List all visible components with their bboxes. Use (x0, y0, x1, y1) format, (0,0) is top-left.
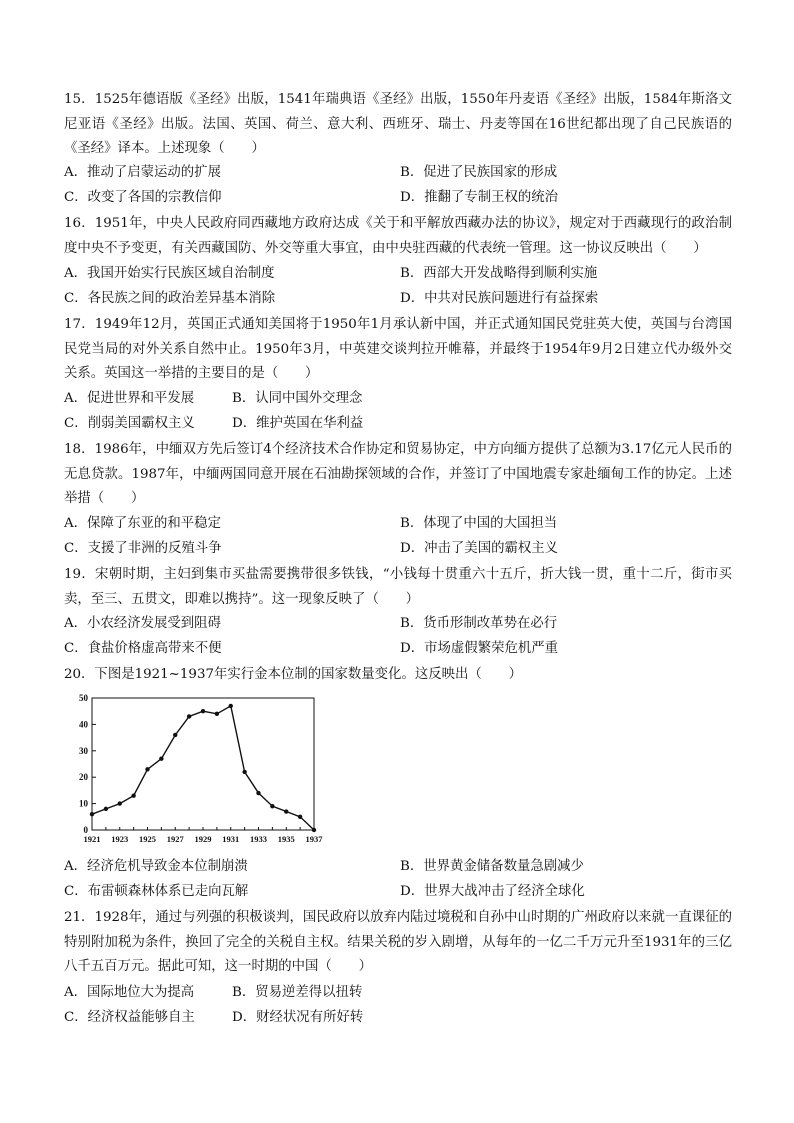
y-tick-label: 20 (79, 772, 88, 783)
y-tick-label: 10 (79, 798, 88, 809)
data-point-1931 (229, 704, 233, 708)
data-point-1933 (256, 791, 260, 795)
data-point-1922 (104, 807, 108, 811)
question-18-option-c[interactable]: C．支援了非洲的反殖斗争 (64, 541, 222, 556)
data-point-1937 (312, 828, 316, 832)
data-point-1929 (201, 709, 205, 713)
question-21-option-b[interactable]: B．贸易逆差得以扭转 (232, 985, 363, 1000)
chart-tick-labels (79, 693, 323, 844)
question-21-stem: 21．1928年，通过与列强的积极谈判，国民政府以放弃内陆过境税和自孙中山时期的广州政府以来就一直课征的特别附加税为条件，换回了完全的关税自主权。结果关税的岁入剧增，从每年的一亿二千万元升至1931年的三亿八千五百万元。据此可知，这一时期的中国（ ） (64, 910, 732, 974)
question-20-option-b[interactable]: B．世界黄金储备数量急剧减少 (400, 859, 584, 874)
question-20-stem: 20．下图是1921~1937年实行金本位制的国家数量变化。这反映出（ ） (64, 667, 522, 682)
question-18-option-a[interactable]: A．保障了东亚的和平稳定 (64, 516, 221, 531)
question-17-option-c[interactable]: C．削弱美国霸权主义 (64, 416, 195, 431)
data-point-1925 (145, 767, 149, 771)
chart-points (90, 704, 316, 832)
data-point-1927 (173, 733, 177, 737)
x-tick-label: 1927 (166, 834, 184, 844)
question-16-option-c[interactable]: C．各民族之间的政治差异基本消除 (64, 291, 276, 306)
question-15-option-d[interactable]: D．推翻了专制王权的统治 (400, 190, 559, 205)
question-19-option-a[interactable]: A．小农经济发展受到阻碍 (64, 616, 221, 631)
question-19-option-c[interactable]: C．食盐价格虚高带来不便 (64, 641, 222, 656)
x-tick-label: 1937 (305, 834, 323, 844)
x-tick-label: 1935 (277, 834, 295, 844)
question-20-option-a[interactable]: A．经济危机导致金本位制崩溃 (64, 859, 248, 874)
x-tick-label: 1931 (222, 834, 240, 844)
question-19-stem: 19．宋朝时期，主妇到集市买盐需要携带很多铁钱，“小钱每十贯重六十五斤，折大钱一贯，重十二斤，街市买卖，至三、五贯文，即难以携持”。这一现象反映了（ ） (64, 567, 732, 607)
question-16-option-a[interactable]: A．我国开始实行民族区域自治制度 (64, 266, 275, 281)
series-line (92, 706, 314, 830)
question-17-option-d[interactable]: D．维护英国在华利益 (232, 416, 364, 431)
data-point-1932 (242, 770, 246, 774)
question-18-stem: 18．1986年，中缅双方先后签订4个经济技术合作协定和贸易协定，中方向缅方提供了总额为3.17亿元人民币的无息贷款。1987年，中缅两国同意开展在石油勘探领域的合作，并签订了中国地震专家赴缅甸工作的协定。上述举措（ ） (64, 442, 732, 506)
question-19-option-d[interactable]: D．市场虚假繁荣危机严重 (400, 641, 559, 656)
question-16-option-b[interactable]: B．西部大开发战略得到顺利实施 (400, 266, 598, 281)
data-point-1924 (131, 793, 135, 797)
question-20-option-c[interactable]: C．布雷顿森林体系已走向瓦解 (64, 884, 249, 899)
question-19-option-b[interactable]: B．货币形制改革势在必行 (400, 616, 558, 631)
x-tick-label: 1925 (139, 834, 156, 844)
question-15-stem: 15．1525年德语版《圣经》出版，1541年瑞典语《圣经》出版，1550年丹麦语《圣经》出版，1584年斯洛文尼亚语《圣经》出版。法国、英国、荷兰、意大利、西班牙、瑞士、丹麦等国在16世纪都出现了自己民族语的《圣经》译本。上述现象（ ） (64, 92, 732, 156)
data-point-1928 (187, 714, 191, 718)
question-16-option-d[interactable]: D．中共对民族问题进行有益探索 (400, 291, 599, 306)
y-tick-label: 50 (79, 693, 88, 703)
x-tick-label: 1921 (83, 834, 101, 844)
question-17-option-b[interactable]: B．认同中国外交理念 (232, 391, 363, 406)
question-15-option-a[interactable]: A．推动了启蒙运动的扩展 (64, 165, 221, 180)
y-tick-label: 30 (79, 745, 88, 756)
question-17-option-a[interactable]: A．促进世界和平发展 (64, 391, 195, 406)
data-point-1934 (270, 804, 274, 808)
question-18-option-b[interactable]: B．体现了中国的大国担当 (400, 516, 558, 531)
x-tick-label: 1929 (194, 834, 212, 844)
y-tick-label: 40 (79, 719, 88, 730)
question-21-option-c[interactable]: C．经济权益能够自主 (64, 1010, 195, 1025)
data-point-1926 (159, 757, 163, 761)
question-17-stem: 17．1949年12月，英国正式通知美国将于1950年1月承认新中国，并正式通知国民党驻英大使，英国与台湾国民党当局的对外关系自然中止。1950年3月，中英建交谈判拉开帷幕，并最终于1954年9月2日建立代办级外交关系。英国这一举措的主要目的是（ ） (64, 317, 732, 381)
x-tick-label: 1933 (250, 834, 267, 844)
question-15-option-b[interactable]: B．促进了民族国家的形成 (400, 165, 558, 180)
y-tick-label: 0 (83, 825, 88, 835)
data-point-1936 (298, 815, 302, 819)
data-point-1923 (118, 801, 122, 805)
question-18-option-d[interactable]: D．冲击了美国的霸权主义 (400, 541, 559, 556)
plot-border (92, 698, 314, 830)
data-point-1921 (90, 812, 94, 816)
question-15-option-c[interactable]: C．改变了各国的宗教信仰 (64, 190, 222, 205)
x-tick-label: 1923 (111, 834, 129, 844)
gold-standard-line-chart (66, 690, 326, 850)
question-21-option-a[interactable]: A．国际地位大为提高 (64, 985, 195, 1000)
data-point-1935 (284, 809, 288, 813)
question-21-option-d[interactable]: D．财经状况有所好转 (232, 1010, 364, 1025)
question-20-option-d[interactable]: D．世界大战冲击了经济全球化 (400, 884, 585, 899)
chart-frame (92, 698, 314, 830)
question-16-stem: 16．1951年，中央人民政府同西藏地方政府达成《关于和平解放西藏办法的协议》，规定对于西藏现行的政治制度中央不予变更，有关西藏国防、外交等重大事宜，由中央驻西藏的代表统一管理。这一协议反映出（ ） (64, 216, 732, 256)
data-point-1930 (215, 712, 219, 716)
